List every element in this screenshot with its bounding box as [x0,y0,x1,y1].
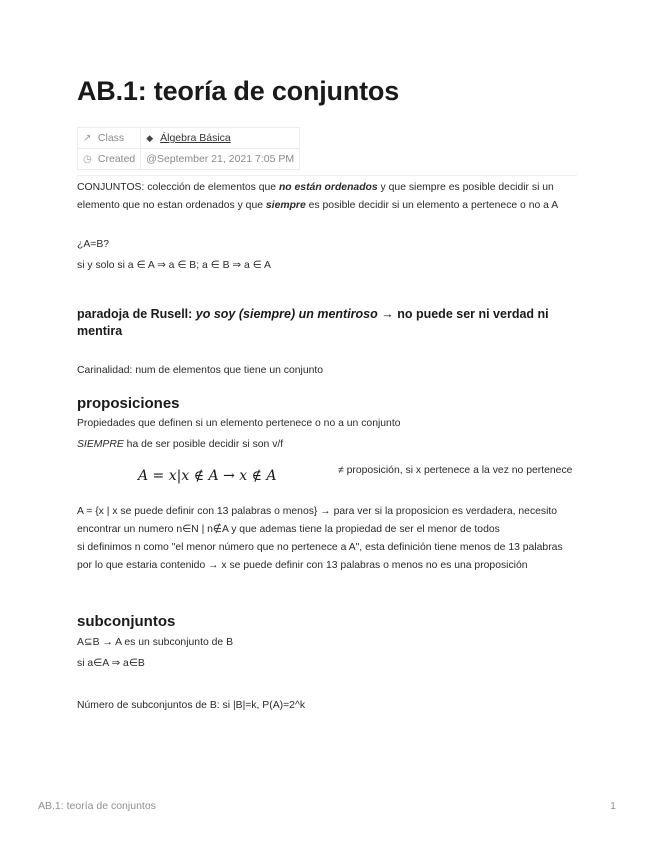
russell-text-1: paradoja de Rusell: [77,307,196,321]
russell-heading [77,306,567,340]
proposiciones-definition: Propiedades que definen si un elemento pertenece o no a un conjunto [77,418,401,429]
cardinalidad-text: Carinalidad: num de elementos que tiene un conjunto [77,365,324,376]
page-number: 1 [610,800,616,812]
class-link[interactable]: Álgebra Básica [160,132,231,144]
property-class-key [78,128,141,149]
conjuntos-text-1: CONJUNTOS: colección de elementos que [77,182,279,193]
math-formula: A = x|x ∉ A → x ∉ A [138,468,277,484]
russell-text-2: → no puede ser ni verdad ni mentira [77,307,549,338]
conjuntos-text-2: y que siempre es posible decidir si un elemento que no estan ordenados y que [77,182,554,211]
properties-table [77,127,300,170]
property-class-value-cell[interactable] [141,128,300,149]
subset-count: Número de subconjuntos de B: si |B|=k, P(A)=2^k [77,700,306,711]
siempre-italic: SIEMPRE [77,439,124,450]
subset-implication: si a∈A ⇒ a∈B [77,658,145,669]
russell-italic: yo soy (siempre) un mentiroso [195,307,378,321]
siempre-rest: ha de ser posible decidir si son v/f [123,439,284,450]
arrow-up-right-icon: ↗ [83,133,92,144]
property-created-label: Created [97,153,136,165]
equal-question: ¿A=B? [77,239,110,250]
property-created-row [78,149,300,170]
siempre-text [77,436,577,454]
property-class-row [78,128,300,149]
conjuntos-bold-2: siempre [265,200,306,211]
conjuntos-text-3: es posible decidir si un elemento a pertenece o no a A [305,200,559,211]
page-title: AB.1: teoría de conjuntos [77,76,400,106]
diamond-icon: ◆ [146,133,154,143]
footer-title: AB.1: teoría de conjuntos [38,800,156,812]
conjuntos-bold-1: no están ordenados [278,182,378,193]
paragraph-conclusion: si definimos n como "el menor número que no pertenece a A", esta definición tiene menos de 13 palabras por lo que estaria contenido → x se puede definir con 13 palabras o menos no es una proposición [77,542,563,571]
equal-definition: si y solo si a ∈ A ⇒ a ∈ B; a ∈ B ⇒ a ∈ A [77,260,271,271]
divider [77,175,577,176]
property-created-key [78,149,141,170]
subset-definition: A⊆B → A es un subconjunto de B [77,637,234,648]
property-created-value: @September 21, 2021 7:05 PM [141,149,300,170]
math-note: ≠ proposición, si x pertenece a la vez no pertenece [338,465,573,476]
proposiciones-heading: proposiciones [77,395,180,412]
clock-icon: ◷ [83,154,92,165]
conjuntos-definition [77,179,577,215]
subconjuntos-heading: subconjuntos [77,613,176,630]
property-class-label: Class [97,132,125,144]
paragraph-definition: A = {x | x se puede definir con 13 palabras o menos} → para ver si la proposicion es verdadera, necesito encontrar un numero n∈N | n∉A y que ademas tiene la propiedad de ser el menor de todos [77,506,558,535]
